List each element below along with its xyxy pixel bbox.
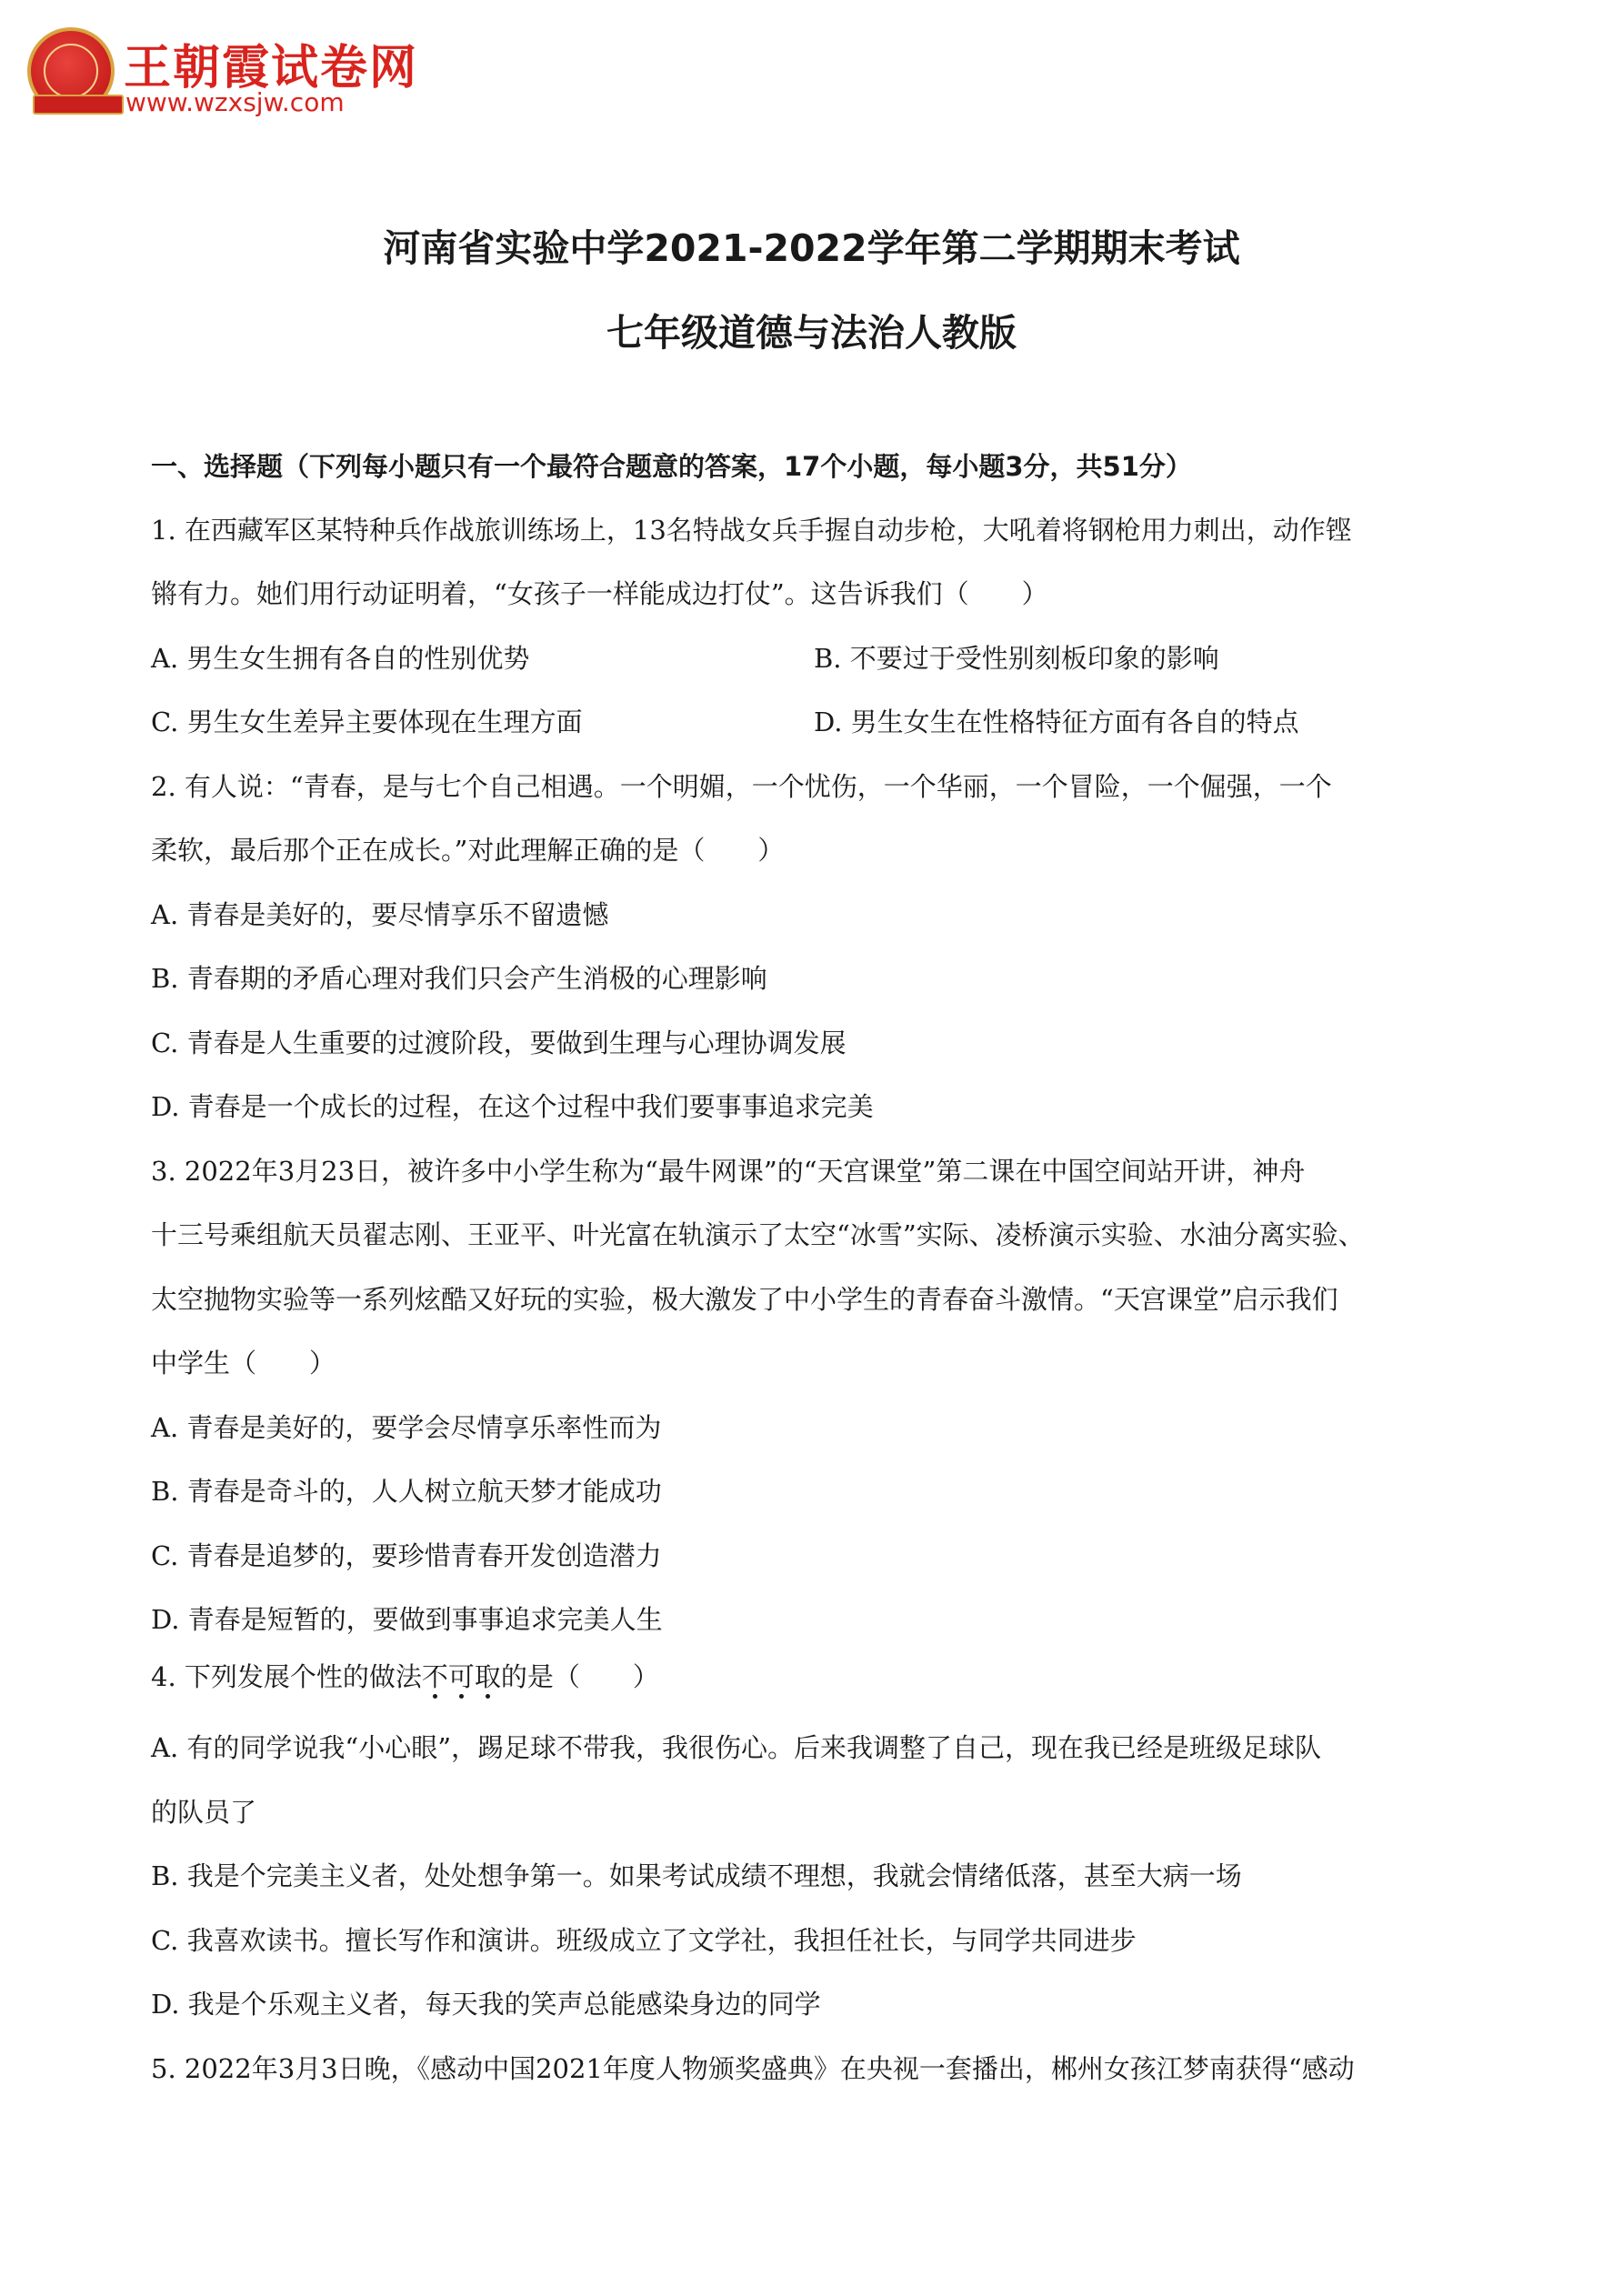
question-3-stem: 十三号乘组航天员翟志刚、王亚平、叶光富在轨演示了太空“冰雪”实际、凌桥演示实验、水油分离实验、 bbox=[151, 1219, 1365, 1250]
question-2-option-a: A. 青春是美好的，要尽情享乐不留遗憾 bbox=[151, 899, 609, 930]
question-2-option-d: D. 青春是一个成长的过程，在这个过程中我们要事事追求完美 bbox=[151, 1091, 874, 1122]
emphasis-text: 不可取 bbox=[422, 1661, 501, 1692]
question-3-option-b: B. 青春是奇斗的，人人树立航天梦才能成功 bbox=[151, 1476, 662, 1507]
site-url[interactable]: www.wzxsjw.com bbox=[125, 87, 345, 117]
site-logo[interactable] bbox=[24, 22, 419, 122]
question-4-option-c: C. 我喜欢读书。擅长写作和演讲。班级成立了文学社，我担任社长，与同学共同进步 bbox=[151, 1925, 1137, 1956]
question-2-option-b: B. 青春期的矛盾心理对我们只会产生消极的心理影响 bbox=[151, 963, 767, 994]
question-4-option-a: A. 有的同学说我“小心眼”，踢足球不带我，我很伤心。后来我调整了自己，现在我已经是班级足球队 bbox=[151, 1732, 1322, 1763]
question-3-stem: 中学生（ ） bbox=[151, 1348, 336, 1379]
question-1-option-d: D. 男生女生在性格特征方面有各自的特点 bbox=[814, 707, 1299, 737]
question-1-option-c: C. 男生女生差异主要体现在生理方面 bbox=[151, 707, 583, 737]
question-2-stem: 柔软，最后那个正在成长。”对此理解正确的是（ ） bbox=[151, 835, 785, 866]
question-1-option-a: A. 男生女生拥有各自的性别优势 bbox=[151, 643, 530, 674]
question-3-option-d: D. 青春是短暂的，要做到事事追求完美人生 bbox=[151, 1604, 663, 1635]
question-3-stem: 3. 2022年3月23日，被许多中小学生称为“最牛网课”的“天宫课堂”第二课在中国空间站开讲，神舟 bbox=[151, 1156, 1306, 1187]
question-4-stem-start: 4. 下列发展个性的做法 bbox=[151, 1661, 422, 1692]
exam-title: 河南省实验中学2021-2022学年第二学期期末考试 bbox=[383, 226, 1240, 270]
seal-icon bbox=[27, 27, 115, 115]
question-5-stem: 5. 2022年3月3日晚，《感动中国2021年度人物颁奖盛典》在央视一套播出，郴州女孩江梦南获得“感动 bbox=[151, 2053, 1355, 2084]
question-4-option-a: 的队员了 bbox=[151, 1797, 257, 1828]
question-3-option-c: C. 青春是追梦的，要珍惜青春开发创造潜力 bbox=[151, 1540, 662, 1571]
question-1-stem: 锵有力。她们用行动证明着，“女孩子一样能成边打仗”。这告诉我们（ ） bbox=[151, 578, 1048, 609]
question-2-stem: 2. 有人说：“青春，是与七个自己相遇。一个明媚，一个忧伤，一个华丽，一个冒险，一个倔强，一个 bbox=[151, 771, 1332, 802]
question-4-option-b: B. 我是个完美主义者，处处想争第一。如果考试成绩不理想，我就会情绪低落，甚至大病一场 bbox=[151, 1860, 1242, 1891]
question-4-option-d: D. 我是个乐观主义者，每天我的笑声总能感染身边的同学 bbox=[151, 1989, 821, 2020]
question-3-stem: 太空抛物实验等一系列炫酷又好玩的实验，极大激发了中小学生的青春奋斗激情。“天宫课堂”启示我们 bbox=[151, 1284, 1338, 1315]
section-heading: 一、选择题（下列每小题只有一个最符合题意的答案，17个小题，每小题3分，共51分） bbox=[151, 451, 1192, 482]
brand-name[interactable]: 王朝霞试卷网 bbox=[124, 41, 419, 95]
question-2-option-c: C. 青春是人生重要的过渡阶段，要做到生理与心理协调发展 bbox=[151, 1028, 847, 1058]
question-3-option-a: A. 青春是美好的，要学会尽情享乐率性而为 bbox=[151, 1412, 662, 1443]
question-1-option-b: B. 不要过于受性别刻板印象的影响 bbox=[814, 643, 1219, 674]
exam-subtitle: 七年级道德与法治人教版 bbox=[606, 311, 1017, 355]
question-4-stem bbox=[151, 1657, 659, 1694]
question-1-stem: 1. 在西藏军区某特种兵作战旅训练场上，13名特战女兵手握自动步枪，大吼着将钢枪用力刺出，动作铿 bbox=[151, 515, 1352, 546]
emphasis-dots bbox=[422, 1692, 501, 1699]
question-4-stem-end: 的是（ ） bbox=[500, 1661, 659, 1692]
